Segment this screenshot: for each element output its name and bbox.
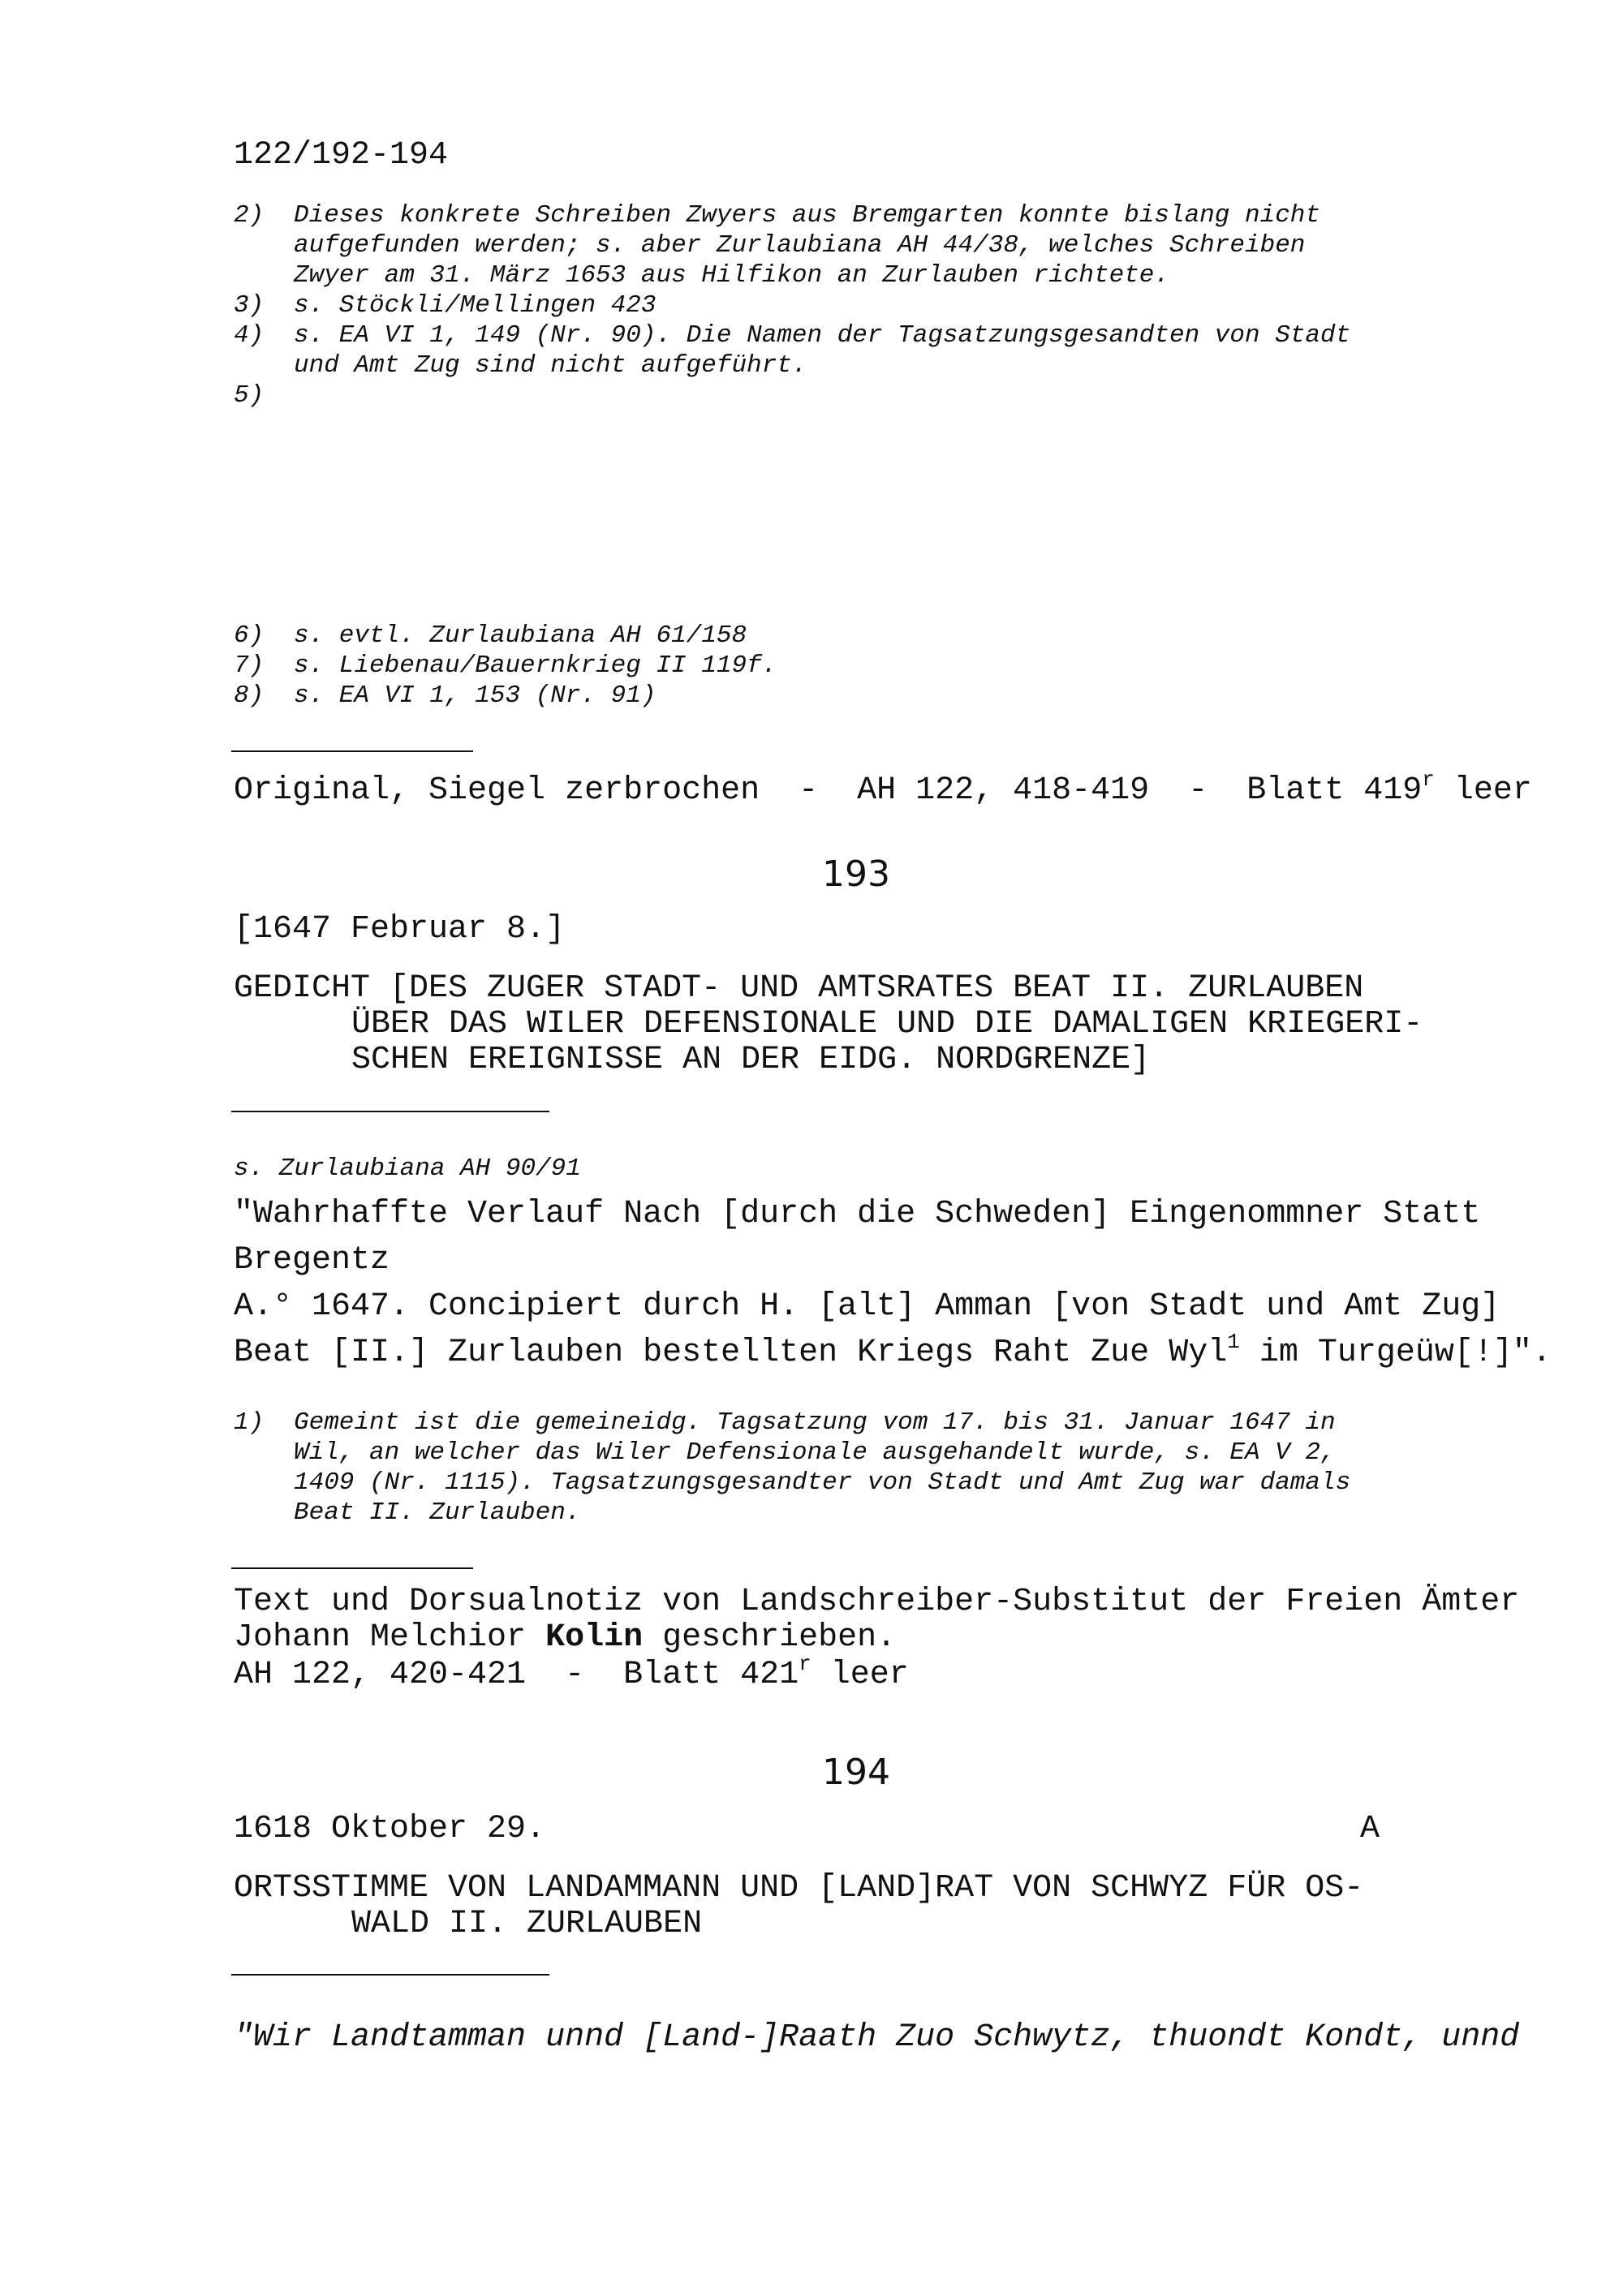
source-text: Johann Melchior [234, 1619, 546, 1656]
source-text: AH 122, 420-421 - Blatt 421 [234, 1657, 799, 1693]
footnote-number: 6) [234, 621, 265, 650]
quote-line: Bregentz [234, 1242, 390, 1279]
footnote-text: aufgefunden werden; s. aber Zurlaubiana AH 44/38, welches Schreiben [294, 231, 1306, 260]
source-line: Text und Dorsualnotiz von Landschreiber-Substitut der Freien Ämter [234, 1584, 1520, 1620]
footnote-text: 1409 (Nr. 1115). Tagsatzungsgesandter von Stadt und Amt Zug war damals [294, 1468, 1351, 1497]
divider-rule [231, 1974, 549, 1976]
document-opening-text: "Wir Landtamman unnd [Land-]Raath Zuo Schwytz, thuondt Kondt, unnd [234, 2019, 1520, 2056]
footnote-text: s. EA VI 1, 149 (Nr. 90). Die Namen der Tagsatzungsgesandten von Stadt [294, 321, 1351, 350]
source-line [234, 1620, 896, 1656]
quote-text: Beat [II.] Zurlauben bestellten Kriegs Raht Zue Wyl [234, 1335, 1228, 1371]
document-number-194: 194 [822, 1752, 890, 1793]
footnote-number: 7) [234, 651, 265, 680]
footnote-number: 2) [234, 201, 265, 230]
divider-rule [231, 1111, 549, 1112]
title-line: ORTSSTIMME VON LANDAMMANN UND [LAND]RAT VON SCHWYZ FÜR OS- [234, 1870, 1364, 1907]
title-line: ÜBER DAS WILER DEFENSIONALE UND DIE DAMALIGEN KRIEGERI- [351, 1006, 1423, 1043]
footnote-text: Zwyer am 31. März 1653 aus Hilfikon an Zurlauben richtete. [294, 261, 1169, 290]
source-line [234, 1652, 909, 1695]
footnote-text: Wil, an welcher das Wiler Defensionale ausgehandelt wurde, s. EA V 2, [294, 1438, 1336, 1467]
footnote-text: Gemeint ist die gemeineidg. Tagsatzung vom 17. bis 31. Januar 1647 in [294, 1408, 1336, 1437]
title-line: WALD II. ZURLAUBEN [351, 1906, 703, 1942]
source-text: Original, Siegel zerbrochen - AH 122, 418-419 - Blatt 419 [234, 772, 1423, 809]
scribe-name: Kolin [545, 1619, 644, 1656]
footnote-number: 1) [234, 1408, 265, 1437]
title-line: GEDICHT [DES ZUGER STADT- UND AMTSRATES BEAT II. ZURLAUBEN [234, 970, 1364, 1007]
source-text-end: leer [1434, 772, 1532, 809]
document-date: 1618 Oktober 29. [234, 1811, 546, 1847]
divider-rule [231, 750, 473, 752]
quote-text-end: im Turgeüw[!]". [1239, 1335, 1552, 1371]
footnote-text: Dieses konkrete Schreiben Zwyers aus Bremgarten konnte bislang nicht [294, 201, 1321, 230]
superscript: r [799, 1652, 812, 1676]
archive-reference: s. Zurlaubiana AH 90/91 [234, 1154, 581, 1183]
title-line: SCHEN EREIGNISSE AN DER EIDG. NORDGRENZE] [351, 1042, 1151, 1078]
quote-line: A.° 1647. Concipiert durch H. [alt] Amman [von Stadt und Amt Zug] [234, 1288, 1500, 1325]
footnote-text: s. evtl. Zurlaubiana AH 61/158 [294, 621, 747, 650]
footnote-number: 8) [234, 681, 265, 710]
superscript: r [1422, 767, 1435, 792]
footnote-number: 4) [234, 321, 265, 350]
footnote-marker: 1 [1227, 1330, 1240, 1354]
footnote-number: 5) [234, 381, 265, 410]
footnote-text: s. EA VI 1, 153 (Nr. 91) [294, 681, 657, 710]
source-note-192 [234, 767, 1532, 810]
footnote-number: 3) [234, 291, 265, 320]
footnote-text: s. Stöckli/Mellingen 423 [294, 291, 657, 320]
footnote-text: s. Liebenau/Bauernkrieg II 119f. [294, 651, 777, 680]
page-reference: 122/192-194 [234, 137, 449, 174]
version-marker: A [1360, 1811, 1380, 1847]
divider-rule [231, 1567, 473, 1569]
quote-line: "Wahrhaffte Verlauf Nach [durch die Schweden] Eingenommner Statt [234, 1196, 1481, 1232]
footnote-text: Beat II. Zurlauben. [294, 1498, 581, 1527]
source-text-end: leer [811, 1657, 909, 1693]
footnote-text: und Amt Zug sind nicht aufgeführt. [294, 351, 807, 380]
document-date: [1647 Februar 8.] [234, 911, 566, 948]
document-number-193: 193 [822, 853, 890, 895]
source-text-end: geschrieben. [643, 1619, 897, 1656]
quote-line [234, 1330, 1552, 1373]
